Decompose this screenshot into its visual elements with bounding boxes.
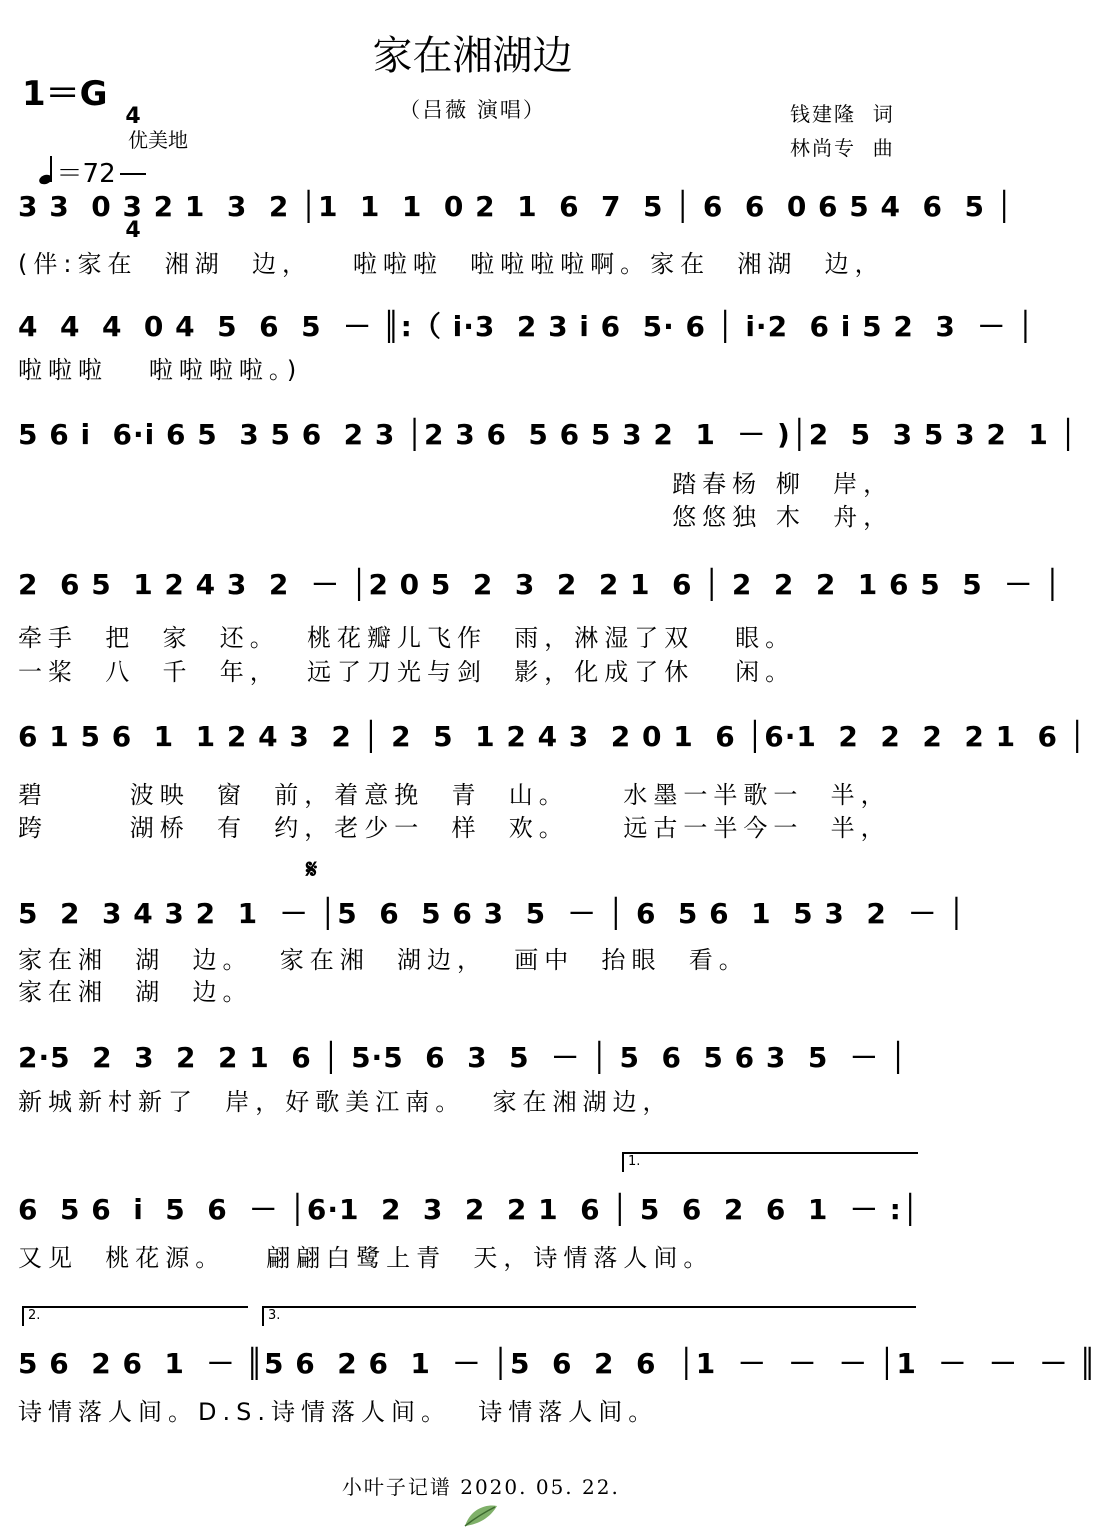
lyric-line-4a: 牵手 把 家 还。 桃花瓣儿飞作 雨，淋湿了双 眼。 [18, 624, 796, 652]
composer-credit: 林尚专 曲 [790, 136, 895, 160]
volta-3: 3. [262, 1306, 916, 1326]
score-line-6: 5 2 3 4 3 2 1 － │5 6 5 6 3 5 － │ 6 5 6 1 5 3 2 － │ [18, 897, 966, 930]
score-line-5: 6 1 5 6 1 1 2 4 3 2 │ 2 5 1 2 4 3 2 0 1 6 │6·1 2 2 2 2 1 6 │ [18, 720, 1087, 753]
volta-1: 1. [622, 1152, 918, 1172]
score-line-2: 4 4 4 0 4 5 6 5 － ║:（ i·3 2 3 i 6 5· 6 │ i·2 6 i 5 2 3 － │ [18, 310, 1035, 343]
footer-text: 小叶子记谱 2020. 05. 22. [341, 1475, 620, 1499]
time-signature-bottom: 4 [125, 218, 141, 243]
key-signature: 1＝G [22, 74, 108, 114]
time-signature-top: 4 [125, 104, 141, 129]
score-line-3: 5 6 i 6·i 6 5 3 5 6 2 3 │2 3 6 5 6 5 3 2 1 － )│2 5 3 5 3 2 1 │ [18, 418, 1078, 451]
lyric-line-5a: 碧 波映 窗 前，着意挽 青 山。 水墨一半歌一 半， [18, 781, 891, 809]
score-line-4: 2 6 5 1 2 4 3 2 － │2 0 5 2 3 2 2 1 6 │ 2 2 2 1 6 5 5 － │ [18, 568, 1062, 601]
lyric-line-5b: 跨 湖桥 有 约，老少一 样 欢。 远古一半今一 半， [18, 814, 891, 842]
segno-sign: 𝄋 [306, 855, 318, 885]
lyric-line-8: 又见 桃花源。 翩翩白鹭上青 天，诗情落人间。 [18, 1244, 714, 1272]
leaf-icon [461, 1500, 501, 1530]
score-line-9: 5 6 2 6 1 － ║5 6 2 6 1 － │5 6 2 6 │1 － － － │1 － － － ║ [18, 1347, 1097, 1380]
tempo-marking [22, 123, 116, 190]
singer-credit: （吕薇 演唱） [399, 98, 546, 122]
lyric-line-2: 啦啦啦 啦啦啦啦。) [18, 356, 303, 384]
volta-2: 2. [22, 1306, 248, 1326]
lyric-line-7: 新城新村新了 岸，好歌美江南。 家在湘湖边， [18, 1088, 673, 1116]
lyric-line-6a: 家在湘 湖 边。 家在湘 湖边， 画中 抬眼 看。 [18, 946, 749, 974]
score-line-7: 2·5 2 3 2 2 1 6 │ 5·5 6 3 5 － │ 5 6 5 6 3 5 － │ [18, 1041, 908, 1074]
song-title: 家在湘湖边 [372, 33, 573, 79]
time-signature [120, 62, 146, 264]
lyricist-credit: 钱建隆 词 [790, 102, 895, 126]
lyric-line-1: (伴:家在 湘湖 边， 啦啦啦 啦啦啦啦啊。家在 湘湖 边， [18, 250, 885, 278]
lyric-line-3a: 踏春杨 柳 岸， [18, 470, 894, 498]
lyric-line-6b: 家在湘 湖 边。 [18, 978, 253, 1006]
mood-marking: 优美地 [128, 128, 188, 152]
lyric-line-9: 诗情落人间。D.S.诗情落人间。 诗情落人间。 [18, 1398, 659, 1426]
score-line-1: 3 3 0 3 2 1 3 2 │1 1 1 0 2 1 6 7 5 │ 6 6 0 6 5 4 6 5 │ [18, 190, 1014, 223]
lyric-line-3b: 悠悠独 木 舟， [18, 503, 894, 531]
quarter-note-icon [39, 156, 57, 186]
footer-credit [0, 1447, 945, 1530]
lyric-line-4b: 一桨 八 千 年， 远了刀光与剑 影，化成了休 闲。 [18, 658, 796, 686]
tempo-value: ＝72 [56, 159, 116, 189]
score-line-8: 6 5 6 i 5 6 － │6·1 2 3 2 2 1 6 │ 5 6 2 6 1 － :│ [18, 1193, 920, 1226]
